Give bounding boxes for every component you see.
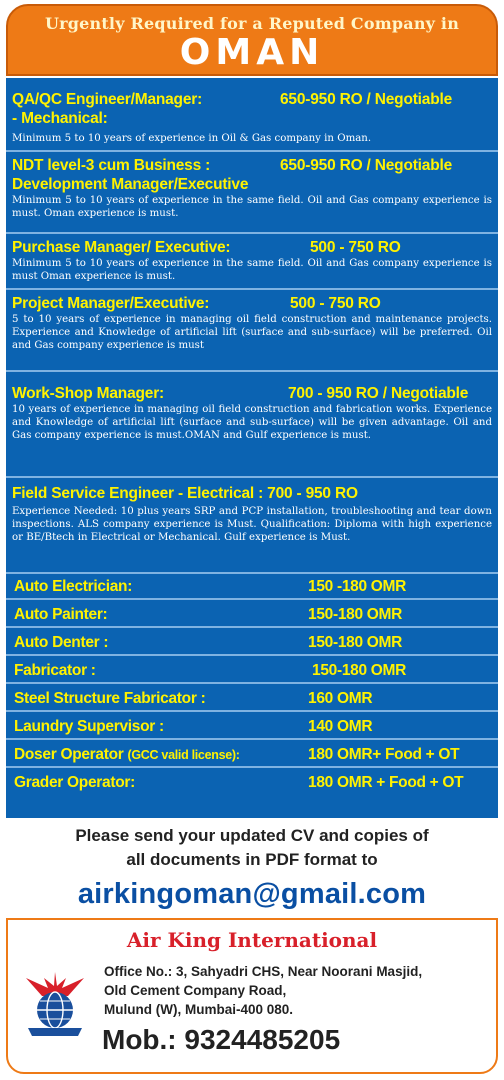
job-title: Doser Operator [14,746,124,763]
job-salary: 180 OMR + Food + OT [308,774,464,791]
job-salary: 150-180 OMR [312,662,407,679]
job-title: Auto Electrician: [14,578,133,595]
job-row-fabricator [6,658,498,684]
job-title-line2: - Mechanical: [12,110,108,127]
job-salary: 500 - 750 RO [290,295,381,312]
job-description: Minimum 5 to 10 years of experience in the same field. Oil and Gas company experience is must Oman experience is must. [12,258,492,282]
eagle-globe-logo-icon [24,964,86,1042]
job-title: Project Manager/Executive: [12,295,210,312]
job-note: (GCC valid license): [127,748,240,762]
job-listing-panel [6,78,498,818]
job-salary: 140 OMR [308,718,373,735]
job-row-auto-denter [6,630,498,656]
company-info-box [6,918,498,1074]
header-title: OMAN [179,32,325,73]
job-item-field-service [6,480,498,574]
job-title: Auto Painter: [14,606,108,623]
job-title: Fabricator : [14,662,96,679]
job-title: Field Service Engineer - Electrical : 700 - 950 RO [12,485,358,502]
job-title: Auto Denter : [14,634,109,651]
job-salary: 150 -180 OMR [308,578,407,595]
job-title: Purchase Manager/ Executive: [12,239,231,256]
job-description: 10 years of experience in managing oil field construction and fabrication works. Experience and Knowledge of artificial lift (surface and sub-surface) will be given advantage. Oil and Gas company experience is must.OMAN and Gulf experience is must. [12,404,492,441]
job-description: Minimum 5 to 10 years of experience in Oil & Gas company in Oman. [12,133,372,144]
job-salary: 150-180 OMR [308,606,403,623]
job-item-project [6,292,498,372]
header-subtitle: Urgently Required for a Reputed Company in [44,14,460,33]
job-row-doser-operator [6,742,498,768]
company-name: Air King International [126,928,378,952]
job-title: Laundry Supervisor : [14,718,164,735]
job-row-auto-painter [6,602,498,628]
job-row-auto-electrician [6,574,498,600]
job-salary: 150-180 OMR [308,634,403,651]
job-salary: 160 OMR [308,690,373,707]
job-row-grader-operator [6,770,498,796]
job-description: 5 to 10 years of experience in managing oil field construction and maintenance projects. Experience and Knowledge of artificial lift (surface and sub-surface) will be preferred. Oil and Gas company experience is must [12,314,492,351]
job-description: Minimum 5 to 10 years of experience in the same field. Oil and Gas company experience is must. Oman experience is must. [12,195,492,219]
header-banner [0,0,504,78]
job-title: NDT level-3 cum Business : [12,157,211,174]
office-address: Office No.: 3, Sahyadri CHS, Near Noorani Masjid, Old Cement Company Road, Mulund (W), Mumbai-400 080. [104,964,423,1017]
job-title-line2: Development Manager/Executive [12,176,249,193]
send-cv-instructions: Please send your updated CV and copies of all documents in PDF format to [75,826,429,869]
job-row-steel-fabricator [6,686,498,712]
job-title: Steel Structure Fabricator : [14,690,206,707]
footer-contact [0,818,504,1080]
job-salary: 500 - 750 RO [310,239,401,256]
job-item-qa-qc [6,90,498,152]
job-salary: 700 - 950 RO / Negotiable [288,385,469,402]
job-item-purchase [6,236,498,290]
job-salary: 650-950 RO / Negotiable [280,157,452,174]
job-title: Grader Operator: [14,774,135,791]
email-link[interactable]: airkingoman@gmail.com [77,878,427,910]
job-title: Work-Shop Manager: [12,385,164,402]
job-salary: 650-950 RO / Negotiable [280,91,452,108]
job-row-laundry-supervisor [6,714,498,740]
job-title: QA/QC Engineer/Manager: [12,91,203,108]
job-description: Experience Needed: 10 plus years SRP and PCP installation, troubleshooting and tear down inspections. ALS company experience is Must. Qualification: Diploma with high experience or BE/Btech in Electrical or Mechanical. Gulf experience is Must. [12,506,492,543]
job-item-ndt [6,154,498,234]
mobile-number[interactable]: Mob.: 9324485205 [102,1024,341,1055]
header-orange-box [6,4,498,76]
job-item-workshop [6,374,498,478]
job-salary: 180 OMR+ Food + OT [308,746,460,763]
